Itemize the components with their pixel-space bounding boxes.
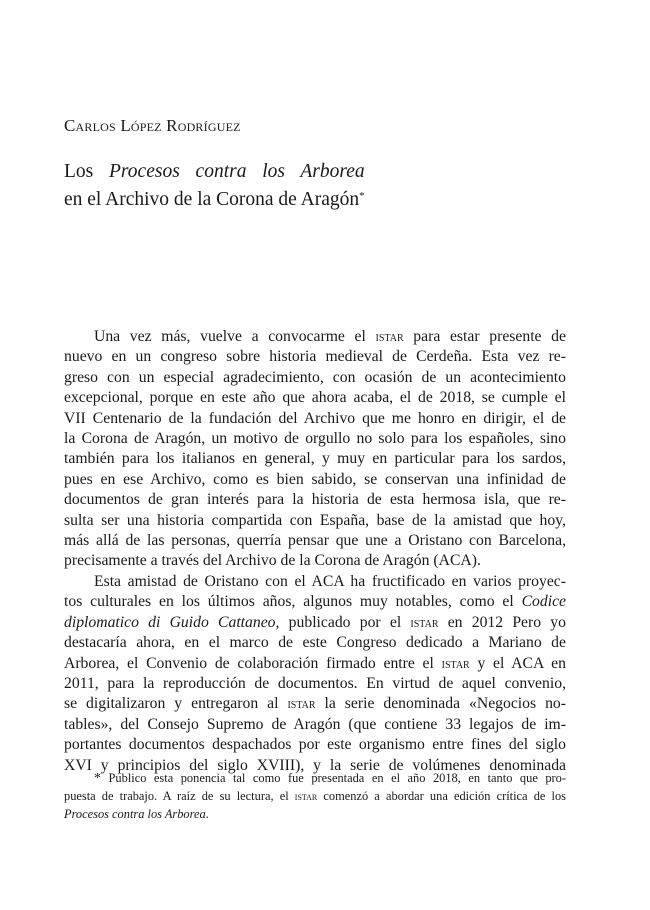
text-line: Esta amistad de Oristano con el ACA ha fructificado en varios proyec- [94, 572, 566, 590]
istar-acronym: istar [441, 655, 470, 672]
italic-title: Codice [521, 593, 566, 611]
footnote-line: Procesos contra los Arborea. [64, 807, 209, 822]
text-line: destacaría ahora, en el marco de este Congreso dedicado a Mariano de [64, 634, 566, 652]
istar-acronym: istar [375, 329, 404, 345]
istar-acronym: istar [410, 614, 439, 631]
article-title [64, 160, 365, 212]
text-line: Una vez más, vuelve a convocarme el istar para estar presente de [94, 328, 566, 345]
italic-title: diplomatico di Guido Cattaneo [64, 613, 276, 631]
italic-title: Procesos contra los Arborea [64, 807, 206, 822]
text-line: la Corona de Aragón, un motivo de orgullo no solo para los españoles, sino [64, 430, 566, 448]
author-name: Carlos López Rodríguez [64, 116, 241, 135]
text-line: se digitalizaron y entregaron al istar la serie denominada «Negocios no- [64, 695, 566, 713]
text-line: 2011, para la reproducción de documentos. En virtud de aquel convenio, [64, 674, 566, 692]
text-line: pues en ese Archivo, como es bien sabido, se conservan una infinidad de [64, 470, 566, 488]
text-line: XVI y principios del siglo XVIII), y la serie de volúmenes denominada [64, 756, 566, 774]
title-italic: Procesos contra los Arborea [109, 161, 365, 182]
istar-acronym: istar [294, 790, 318, 803]
title-line-1 [64, 160, 365, 184]
text-line: diplomatico di Guido Cattaneo, publicado por el istar en 2012 Pero yo [64, 613, 566, 631]
text-line: portantes documentos despachados por este organismo entre fines del siglo [64, 736, 566, 754]
istar-acronym: istar [287, 696, 316, 713]
title-line-2 [64, 184, 365, 212]
paragraph-1 [64, 327, 566, 572]
footnote-mark: * [94, 771, 101, 786]
text-line: greso con un especial agradecimiento, con ocasión de un acontecimiento [64, 368, 566, 386]
footnote-line: puesta de trabajo. A raíz de su lectura, el istar comenzó a abordar una edición crítica de los [64, 788, 566, 803]
text-line: VII Centenario de la fundación del Archivo que me honro en dirigir, el de [64, 409, 566, 427]
footnote [64, 770, 566, 824]
paragraph-2 [64, 572, 566, 776]
text-line: nuevo en un congreso sobre historia medieval de Cerdeña. Esta vez re- [64, 348, 566, 366]
text-line: sulta ser una historia compartida con España, base de la amistad que hoy, [64, 511, 566, 529]
text-line: precisamente a través del Archivo de la Corona de Aragón (ACA). [64, 552, 481, 570]
text-line: tos culturales en los últimos años, algunos muy notables, como el Codice [64, 593, 566, 611]
text-line: más allá de las personas, querría pensar que une a Oristano con Barcelona, [64, 532, 566, 550]
title-prefix: Los [64, 161, 110, 182]
footnote-line: * Publico esta ponencia tal como fue presentada en el año 2018, en tanto que pro- [94, 771, 566, 786]
text-line: excepcional, porque en este año que ahora acaba, el de 2018, se cumple el [64, 389, 566, 407]
title-line2-text: en el Archivo de la Corona de Aragón [64, 189, 360, 210]
text-line: Arborea, el Convenio de colaboración firmado entre el istar y el ACA en [64, 654, 566, 672]
text-line: documentos de gran interés para la historia de esta hermosa isla, que re- [64, 491, 566, 509]
text-line: también para los italianos en general, y muy en particular para los sardos, [64, 450, 566, 468]
text-line: tables», del Consejo Supremo de Aragón (que contiene 33 legajos de im- [64, 715, 566, 733]
body-text [64, 327, 566, 776]
footnote-reference-mark: * [359, 190, 365, 202]
